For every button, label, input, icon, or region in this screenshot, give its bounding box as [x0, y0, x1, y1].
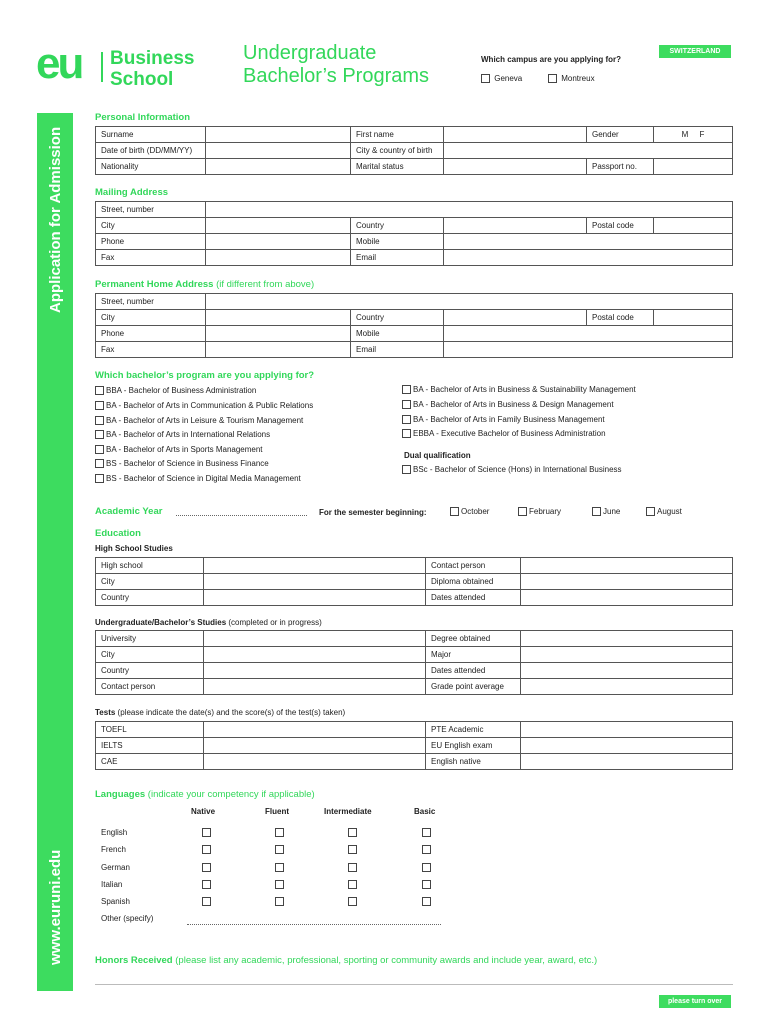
- program-option[interactable]: [95, 459, 269, 468]
- language-checkbox[interactable]: [348, 863, 357, 872]
- ug-field[interactable]: [204, 647, 426, 663]
- test-label: IELTS: [96, 738, 204, 754]
- postal-label: Postal code: [587, 218, 654, 234]
- language-label: German: [101, 863, 130, 872]
- language-checkbox[interactable]: [202, 897, 211, 906]
- semester-february[interactable]: [518, 507, 561, 516]
- title-line-2: Bachelor’s Programs: [243, 65, 430, 87]
- logo-line-1: Business: [110, 48, 195, 69]
- marital-label: Marital status: [351, 159, 444, 175]
- checkbox-icon[interactable]: [95, 459, 104, 468]
- language-checkbox[interactable]: [275, 863, 284, 872]
- mailing-table: [95, 201, 733, 266]
- language-checkbox[interactable]: [422, 845, 431, 854]
- perm-city-field[interactable]: [206, 310, 351, 326]
- program-option[interactable]: [402, 415, 605, 424]
- campus-montreux-label: Montreux: [561, 74, 595, 83]
- nationality-label: Nationality: [96, 159, 206, 175]
- ug-field[interactable]: [204, 631, 426, 647]
- ug-label: University: [96, 631, 204, 647]
- ug-label: Grade point average: [426, 679, 521, 695]
- ug-table: [95, 630, 733, 695]
- language-label: Spanish: [101, 897, 130, 906]
- language-label: Italian: [101, 880, 123, 889]
- tests-heading: [95, 708, 345, 717]
- perm-phone-label: Phone: [96, 326, 206, 342]
- campus-question: Which campus are you applying for?: [481, 55, 622, 64]
- city-label: City: [96, 218, 206, 234]
- gender-options[interactable]: [654, 127, 733, 143]
- first-name-label: First name: [351, 127, 444, 143]
- program-option-dual[interactable]: [402, 465, 622, 474]
- checkbox-icon[interactable]: [450, 507, 459, 516]
- checkbox-icon[interactable]: [646, 507, 655, 516]
- test-field[interactable]: [521, 754, 733, 770]
- perm-mobile-field[interactable]: [444, 326, 733, 342]
- level-fluent: Fluent: [265, 807, 289, 816]
- phone-label: Phone: [96, 234, 206, 250]
- ug-heading-text: Undergraduate/Bachelor’s Studies: [95, 618, 227, 627]
- hs-field[interactable]: [204, 574, 426, 590]
- language-checkbox[interactable]: [202, 880, 211, 889]
- checkbox-icon[interactable]: [518, 507, 527, 516]
- sidebar: [37, 113, 73, 991]
- checkbox-icon[interactable]: [402, 465, 411, 474]
- semester-october[interactable]: [450, 507, 489, 516]
- test-field[interactable]: [521, 722, 733, 738]
- country-label: Country: [351, 218, 444, 234]
- test-label: PTE Academic: [426, 722, 521, 738]
- page-title: [243, 42, 429, 88]
- honors-heading-text: Honors Received: [95, 955, 173, 966]
- sidebar-url: www.euruni.edu: [47, 849, 64, 965]
- title-line-1: Undergraduate: [243, 42, 377, 64]
- city-field[interactable]: [206, 218, 351, 234]
- passport-label: Passport no.: [587, 159, 654, 175]
- hs-label: Diploma obtained: [426, 574, 521, 590]
- hs-heading: High School Studies: [95, 544, 173, 553]
- program-label: BA - Bachelor of Arts in Business & Sustainability Management: [413, 385, 636, 394]
- language-checkbox[interactable]: [202, 863, 211, 872]
- email-field[interactable]: [444, 250, 733, 266]
- passport-field[interactable]: [654, 159, 733, 175]
- country-field[interactable]: [444, 218, 587, 234]
- test-field[interactable]: [204, 722, 426, 738]
- street-label: Street, number: [96, 202, 206, 218]
- program-option[interactable]: [95, 474, 301, 483]
- permanent-table: [95, 293, 733, 358]
- gender-f[interactable]: F: [699, 130, 705, 139]
- program-option[interactable]: [402, 385, 636, 394]
- ug-label: Degree obtained: [426, 631, 521, 647]
- surname-label: Surname: [96, 127, 206, 143]
- permanent-heading: [95, 279, 314, 290]
- program-label: BA - Bachelor of Arts in International Relations: [106, 430, 271, 439]
- ug-label: Major: [426, 647, 521, 663]
- email-label: Email: [351, 250, 444, 266]
- ug-label: Dates attended: [426, 663, 521, 679]
- semester-august[interactable]: [646, 507, 682, 516]
- language-checkbox[interactable]: [275, 880, 284, 889]
- language-checkbox[interactable]: [422, 897, 431, 906]
- ug-field[interactable]: [204, 679, 426, 695]
- ug-field[interactable]: [521, 663, 733, 679]
- hs-label: Contact person: [426, 558, 521, 574]
- ug-heading: [95, 618, 322, 627]
- hs-field[interactable]: [204, 558, 426, 574]
- phone-field[interactable]: [206, 234, 351, 250]
- academic-year-label: Academic Year: [95, 506, 163, 517]
- language-checkbox[interactable]: [422, 880, 431, 889]
- language-checkbox[interactable]: [202, 845, 211, 854]
- perm-email-label: Email: [351, 342, 444, 358]
- language-other-label: Other (specify): [101, 914, 154, 923]
- level-native: Native: [191, 807, 216, 816]
- perm-country-field[interactable]: [444, 310, 587, 326]
- checkbox-icon[interactable]: [95, 386, 104, 395]
- checkbox-icon[interactable]: [592, 507, 601, 516]
- program-label: BA - Bachelor of Arts in Sports Management: [106, 445, 263, 454]
- permanent-heading-text: Permanent Home Address: [95, 279, 214, 290]
- language-label: English: [101, 828, 128, 837]
- level-intermediate: Intermediate: [324, 807, 372, 816]
- campus-montreux[interactable]: [548, 74, 595, 83]
- first-name-field[interactable]: [444, 127, 587, 143]
- language-checkbox[interactable]: [422, 863, 431, 872]
- permanent-note: (if different from above): [216, 279, 315, 290]
- gender-label: Gender: [587, 127, 654, 143]
- language-checkbox[interactable]: [275, 828, 284, 837]
- test-label: EU English exam: [426, 738, 521, 754]
- level-basic: Basic: [414, 807, 436, 816]
- perm-fax-field[interactable]: [206, 342, 351, 358]
- logo-line-2: School: [110, 69, 174, 90]
- mobile-field[interactable]: [444, 234, 733, 250]
- honors-heading: [95, 955, 597, 966]
- personal-table: [95, 126, 733, 175]
- checkbox-icon[interactable]: [548, 74, 557, 83]
- ug-label: Country: [96, 663, 204, 679]
- hs-field[interactable]: [521, 590, 733, 606]
- ug-field[interactable]: [204, 663, 426, 679]
- semester-june[interactable]: [592, 507, 620, 516]
- semester-option-label: June: [603, 507, 621, 516]
- program-option[interactable]: [402, 400, 614, 409]
- country-badge: SWITZERLAND: [659, 45, 731, 58]
- dual-heading: Dual qualification: [404, 451, 471, 460]
- ug-field[interactable]: [521, 631, 733, 647]
- language-checkbox[interactable]: [275, 897, 284, 906]
- program-label: BA - Bachelor of Arts in Family Business Management: [413, 415, 605, 424]
- logo-mark: eu: [36, 39, 82, 88]
- checkbox-icon[interactable]: [402, 429, 411, 438]
- ug-field[interactable]: [521, 647, 733, 663]
- mobile-label: Mobile: [351, 234, 444, 250]
- perm-fax-label: Fax: [96, 342, 206, 358]
- campus-geneva[interactable]: [481, 74, 522, 83]
- hs-label: City: [96, 574, 204, 590]
- checkbox-icon[interactable]: [481, 74, 490, 83]
- ug-field[interactable]: [521, 679, 733, 695]
- marital-field[interactable]: [444, 159, 587, 175]
- test-field[interactable]: [204, 738, 426, 754]
- checkbox-icon[interactable]: [95, 416, 104, 425]
- ug-label: City: [96, 647, 204, 663]
- tests-table: [95, 721, 733, 770]
- perm-mobile-label: Mobile: [351, 326, 444, 342]
- test-field[interactable]: [521, 738, 733, 754]
- surname-field[interactable]: [206, 127, 351, 143]
- program-label: BA - Bachelor of Arts in Business & Design Management: [413, 400, 614, 409]
- program-label: BA - Bachelor of Arts in Leisure & Tourism Management: [106, 416, 304, 425]
- hs-label: High school: [96, 558, 204, 574]
- ug-note: (completed or in progress): [228, 618, 322, 627]
- hs-table: [95, 557, 733, 606]
- postal-field[interactable]: [654, 218, 733, 234]
- fax-label: Fax: [96, 250, 206, 266]
- programs-heading: Which bachelor’s program are you applying for?: [95, 370, 315, 381]
- semester-label: For the semester beginning:: [319, 508, 427, 517]
- hs-field[interactable]: [204, 590, 426, 606]
- perm-postal-label: Postal code: [587, 310, 654, 326]
- logo-text: [110, 48, 194, 90]
- language-checkbox[interactable]: [348, 897, 357, 906]
- perm-email-field[interactable]: [444, 342, 733, 358]
- languages-note: (indicate your competency if applicable): [147, 789, 315, 800]
- checkbox-icon[interactable]: [402, 400, 411, 409]
- program-option[interactable]: [95, 401, 313, 410]
- language-checkbox[interactable]: [348, 845, 357, 854]
- language-checkbox[interactable]: [348, 880, 357, 889]
- hs-label: Dates attended: [426, 590, 521, 606]
- honors-note: (please list any academic, professional, sporting or community awards and include year, award, etc.): [175, 955, 598, 966]
- checkbox-icon[interactable]: [402, 385, 411, 394]
- mailing-heading: Mailing Address: [95, 187, 169, 198]
- perm-street-label: Street, number: [96, 294, 206, 310]
- test-label: English native: [426, 754, 521, 770]
- program-label: BSc - Bachelor of Science (Hons) in International Business: [413, 465, 622, 474]
- tests-note: (please indicate the date(s) and the score(s) of the test(s) taken): [117, 708, 346, 717]
- perm-city-label: City: [96, 310, 206, 326]
- nationality-field[interactable]: [206, 159, 351, 175]
- academic-year-field[interactable]: [176, 515, 307, 516]
- hs-label: Country: [96, 590, 204, 606]
- dob-field[interactable]: [206, 143, 351, 159]
- please-turn-over: please turn over: [659, 995, 731, 1008]
- checkbox-icon[interactable]: [95, 474, 104, 483]
- checkbox-icon[interactable]: [95, 445, 104, 454]
- semester-option-label: October: [461, 507, 490, 516]
- honors-line: [95, 984, 733, 985]
- program-option[interactable]: [402, 429, 606, 438]
- ug-label: Contact person: [96, 679, 204, 695]
- program-label: EBBA - Executive Bachelor of Business Administration: [413, 429, 606, 438]
- gender-m[interactable]: M: [681, 130, 689, 139]
- perm-phone-field[interactable]: [206, 326, 351, 342]
- language-checkbox[interactable]: [275, 845, 284, 854]
- birthplace-field[interactable]: [444, 143, 733, 159]
- logo-divider: [101, 52, 103, 82]
- tests-heading-text: Tests: [95, 708, 116, 717]
- semester-option-label: February: [529, 507, 562, 516]
- hs-field[interactable]: [521, 558, 733, 574]
- test-label: TOEFL: [96, 722, 204, 738]
- languages-heading-text: Languages: [95, 789, 146, 800]
- birthplace-label: City & country of birth: [351, 143, 444, 159]
- sidebar-title: Application for Admission: [47, 126, 64, 313]
- language-label: French: [101, 845, 126, 854]
- education-heading: Education: [95, 528, 141, 539]
- program-option[interactable]: [95, 386, 256, 395]
- hs-field[interactable]: [521, 574, 733, 590]
- checkbox-icon[interactable]: [95, 430, 104, 439]
- program-option[interactable]: [95, 445, 263, 454]
- street-field[interactable]: [206, 202, 733, 218]
- program-option[interactable]: [95, 430, 270, 439]
- language-checkbox[interactable]: [422, 828, 431, 837]
- program-label: BS - Bachelor of Science in Digital Media Management: [106, 474, 301, 483]
- checkbox-icon[interactable]: [402, 415, 411, 424]
- program-label: BA - Bachelor of Arts in Communication & Public Relations: [106, 401, 314, 410]
- perm-street-field[interactable]: [206, 294, 733, 310]
- language-checkbox[interactable]: [348, 828, 357, 837]
- fax-field[interactable]: [206, 250, 351, 266]
- test-field[interactable]: [204, 754, 426, 770]
- test-label: CAE: [96, 754, 204, 770]
- program-label: BBA - Bachelor of Business Administration: [106, 386, 257, 395]
- program-option[interactable]: [95, 416, 303, 425]
- semester-option-label: August: [657, 507, 682, 516]
- language-checkbox[interactable]: [202, 828, 211, 837]
- perm-postal-field[interactable]: [654, 310, 733, 326]
- dob-label: Date of birth (DD/MM/YY): [96, 143, 206, 159]
- languages-heading: [95, 789, 315, 800]
- checkbox-icon[interactable]: [95, 401, 104, 410]
- perm-country-label: Country: [351, 310, 444, 326]
- language-other-field[interactable]: [187, 924, 441, 925]
- personal-heading: Personal Information: [95, 112, 191, 123]
- campus-geneva-label: Geneva: [494, 74, 523, 83]
- program-label: BS - Bachelor of Science in Business Finance: [106, 459, 269, 468]
